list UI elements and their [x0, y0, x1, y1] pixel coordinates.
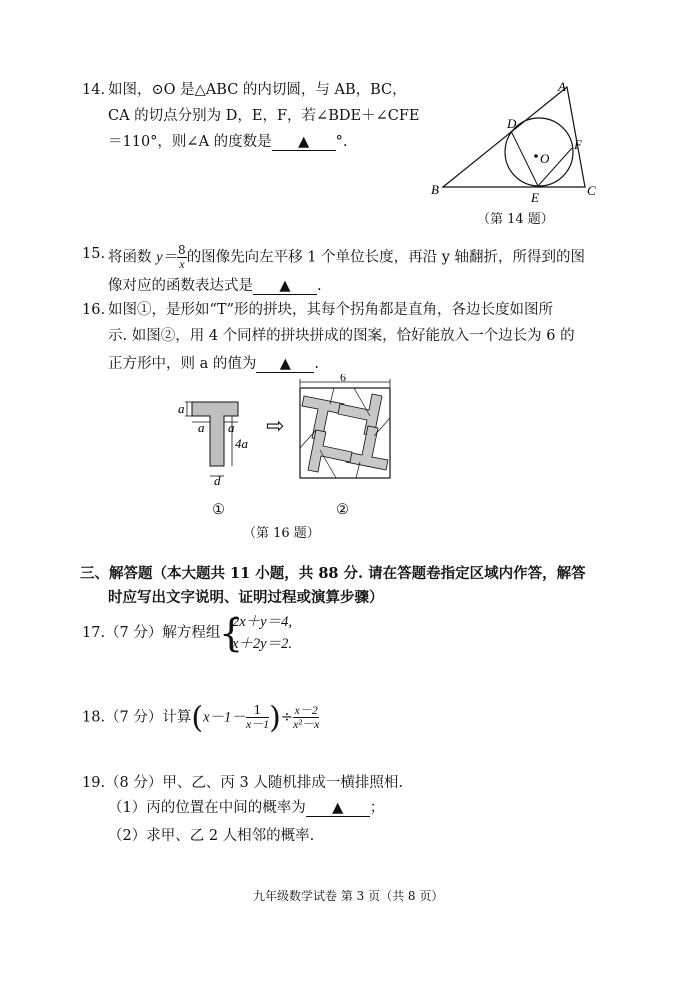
- q16-answer-blank[interactable]: [256, 356, 314, 373]
- q14-line2: CA 的切点分别为 D，E，F，若∠BDE＋∠CFE: [108, 108, 420, 124]
- q19-part1-pre: （1）丙的位置在中间的概率为: [108, 800, 306, 816]
- segment-de: [511, 131, 538, 186]
- label-o: O: [540, 151, 550, 166]
- label-f: F: [574, 137, 582, 152]
- dim-d: d: [214, 473, 221, 486]
- q18-frac2-num: x－2: [294, 703, 318, 717]
- q15-answer-blank[interactable]: [253, 278, 317, 295]
- center-o-dot: [534, 154, 538, 158]
- q18-frac1-den: x－1: [245, 717, 270, 731]
- q15-func-y: y＝: [156, 249, 178, 266]
- dim-6: 6: [340, 374, 346, 384]
- q14-line3-pre: ＝110°，则∠A 的度数是: [108, 134, 272, 150]
- q18-rparen: ): [269, 700, 281, 736]
- q16-line2: 示. 如图②，用 4 个同样的拼块拼成的图案，恰好能放入一个边长为 6 的: [108, 328, 575, 344]
- label-e: E: [531, 190, 539, 205]
- q15-frac-num: 8: [178, 243, 186, 257]
- q18-frac1-num: 1: [246, 704, 269, 718]
- q18-x-minus-1: x－1－: [203, 709, 246, 726]
- q17-brace: {: [219, 611, 244, 655]
- q16-line3: [108, 354, 319, 374]
- q19-part1: [108, 798, 384, 818]
- q15-line1: [108, 244, 585, 271]
- q15-number: 15.: [82, 246, 106, 262]
- q17-eq1: 2x＋y＝4,: [232, 614, 292, 630]
- q14-answer-mark: ▲: [298, 134, 310, 150]
- q14-figure: [425, 78, 600, 208]
- q16-answer-mark: ▲: [279, 356, 291, 372]
- q19-answer-blank[interactable]: [306, 800, 370, 817]
- q18-frac2-den: x²－x: [293, 717, 320, 731]
- q14-caption: （第 14 题）: [477, 212, 554, 227]
- q19-part2: （2）求甲、乙 2 人相邻的概率.: [108, 828, 315, 844]
- dim-a-top: a: [178, 401, 185, 416]
- q16-line1: 如图①，是形如“T”形的拼块，其每个拐角都是直角，各边长度如图所: [108, 302, 553, 318]
- q16-line3-pre: 正方形中，则 a 的值为: [108, 356, 257, 372]
- section3-line1: 三、解答题（本大题共 11 小题，共 88 分. 请在答题卷指定区域内作答，解答: [80, 565, 586, 582]
- q14-answer-blank[interactable]: [272, 134, 336, 151]
- page-footer: 九年级数学试卷 第 3 页（共 8 页）: [253, 889, 444, 903]
- label-a: A: [558, 79, 566, 94]
- q18-divide: ÷: [280, 709, 294, 726]
- q16-square-figure: [294, 374, 398, 486]
- dim-4a: 4a: [235, 436, 248, 451]
- q18-fraction-2: [293, 704, 319, 731]
- section3-line2: 时应写出文字说明、证明过程或演算步骤）: [108, 589, 384, 606]
- q16-arrow: ⇨: [266, 414, 285, 439]
- q19-answer-mark: ▲: [332, 800, 344, 816]
- q19-label: 19.（8 分）甲、乙、丙 3 人随机排成一横排照相.: [82, 775, 403, 791]
- q18-lparen: (: [191, 700, 204, 736]
- q15-line1-pre: 将函数: [108, 249, 152, 266]
- q18-expression: [82, 700, 320, 736]
- q15-answer-mark: ▲: [279, 278, 291, 294]
- q15-fraction: [177, 244, 187, 271]
- q15-line2: [108, 276, 322, 296]
- q15-line1-post: 的图像先向左平移 1 个单位长度，再沿 y 轴翻折，所得到的图: [186, 249, 586, 266]
- q14-number: 14.: [82, 82, 106, 98]
- q16-caption: （第 16 题）: [243, 526, 320, 541]
- q18-label: 18.（7 分）计算: [82, 709, 192, 726]
- q16-fig1-label: ①: [212, 502, 225, 518]
- q16-fig2-label: ②: [336, 502, 349, 518]
- q17-eq2: x＋2y＝2.: [232, 636, 292, 652]
- q15-frac-den: x: [179, 257, 185, 271]
- q19-part1-post: ；: [369, 800, 385, 816]
- label-b: B: [431, 182, 439, 197]
- q18-fraction-1: [246, 704, 269, 731]
- q15-line2-pre: 像对应的函数表达式是: [108, 278, 253, 294]
- q14-line3-post: °.: [335, 134, 348, 150]
- label-c: C: [587, 183, 596, 198]
- q14-line1: 如图，⊙O 是△ABC 的内切圆，与 AB，BC，: [108, 82, 407, 98]
- label-d: D: [507, 116, 517, 131]
- dim-a-left: a: [198, 420, 205, 435]
- q16-t-shape-figure: [172, 394, 272, 486]
- q16-line3-post: .: [314, 356, 319, 372]
- q15-line2-post: .: [317, 278, 322, 294]
- q16-number: 16.: [82, 302, 106, 318]
- q14-line3: [108, 132, 348, 152]
- q17-label: 17.（7 分）解方程组: [82, 625, 221, 641]
- dim-a-right: a: [228, 420, 235, 435]
